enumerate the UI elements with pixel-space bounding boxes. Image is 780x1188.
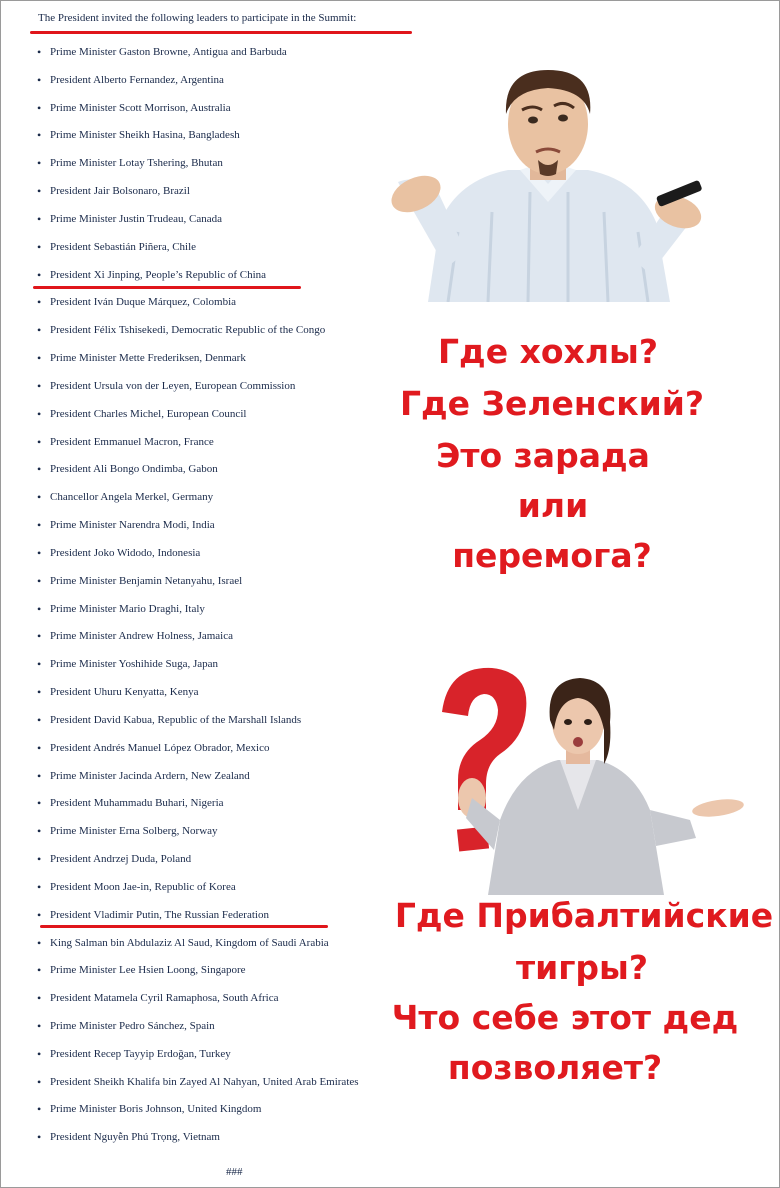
list-item: • President Nguyễn Phú Trọng, Vietnam (34, 1127, 359, 1155)
woman-question-mark-photo (428, 660, 750, 895)
list-item: • Prime Minister Narendra Modi, India (34, 515, 359, 543)
leaders-list (34, 42, 359, 1155)
list-item: • Prime Minister Justin Trudeau, Canada (34, 209, 359, 237)
caption-top-line-4: или (517, 486, 589, 525)
caption-top-line-2: Где Зеленский? (399, 384, 705, 423)
list-item: • Prime Minister Boris Johnson, United Kingdom (34, 1099, 359, 1127)
list-item: • President Sebastián Piñera, Chile (34, 237, 359, 265)
list-item: • Prime Minister Benjamin Netanyahu, Israel (34, 571, 359, 599)
list-item: • Chancellor Angela Merkel, Germany (34, 487, 359, 515)
list-item: • President Ursula von der Leyen, European Commission (34, 376, 359, 404)
list-item: • President David Kabua, Republic of the Marshall Islands (34, 710, 359, 738)
underline-intro (30, 31, 412, 34)
woman-question-mark-illustration (428, 660, 750, 895)
intro-text: The President invited the following leaders to participate in the Summit: (38, 12, 357, 24)
underline-china (33, 286, 301, 289)
list-item: • President Moon Jae-in, Republic of Korea (34, 877, 359, 905)
list-item: • President Joko Widodo, Indonesia (34, 543, 359, 571)
list-item: • President Andrés Manuel López Obrador, Mexico (34, 738, 359, 766)
footer-hashes: ### (226, 1166, 243, 1178)
list-item: • President Jair Bolsonaro, Brazil (34, 181, 359, 209)
list-item: • President Xi Jinping, People’s Republic of China (34, 265, 359, 293)
caption-bottom-line-1: Где Прибалтийские (394, 896, 774, 935)
list-item: • President Vladimir Putin, The Russian Federation (34, 905, 359, 933)
list-item: • President Emmanuel Macron, France (34, 432, 359, 460)
list-item: • President Muhammadu Buhari, Nigeria (34, 793, 359, 821)
list-item: • President Matamela Cyril Ramaphosa, South Africa (34, 988, 359, 1016)
list-item: • President Alberto Fernandez, Argentina (34, 70, 359, 98)
list-item: • King Salman bin Abdulaziz Al Saud, Kingdom of Saudi Arabia (34, 933, 359, 961)
caption-bottom-line-2: тигры? (515, 948, 649, 987)
caption-bottom-line-4: позволяет? (447, 1048, 663, 1087)
list-item: • President Ali Bongo Ondimba, Gabon (34, 459, 359, 487)
list-item: • Prime Minister Scott Morrison, Australia (34, 98, 359, 126)
underline-russia (40, 925, 328, 928)
caption-top-line-5: перемога? (452, 536, 652, 575)
list-item: • President Recep Tayyip Erdoğan, Turkey (34, 1044, 359, 1072)
list-item: • Prime Minister Jacinda Ardern, New Zealand (34, 766, 359, 794)
list-item: • President Iván Duque Márquez, Colombia (34, 292, 359, 320)
list-item: • Prime Minister Mario Draghi, Italy (34, 599, 359, 627)
list-item: • President Sheikh Khalifa bin Zayed Al Nahyan, United Arab Emirates (34, 1072, 359, 1100)
confused-man-photo (388, 62, 708, 302)
list-item: • Prime Minister Yoshihide Suga, Japan (34, 654, 359, 682)
list-item: • Prime Minister Sheikh Hasina, Bangladesh (34, 125, 359, 153)
list-item: • Prime Minister Erna Solberg, Norway (34, 821, 359, 849)
caption-bottom-line-3: Что себе этот дед (391, 998, 739, 1037)
list-item: • President Andrzej Duda, Poland (34, 849, 359, 877)
list-item: • President Charles Michel, European Council (34, 404, 359, 432)
list-item: • Prime Minister Gaston Browne, Antigua and Barbuda (34, 42, 359, 70)
list-item: • Prime Minister Mette Frederiksen, Denmark (34, 348, 359, 376)
list-item: • Prime Minister Andrew Holness, Jamaica (34, 626, 359, 654)
caption-top-line-1: Где хохлы? (438, 332, 658, 371)
list-item: • President Félix Tshisekedi, Democratic Republic of the Congo (34, 320, 359, 348)
list-item: • Prime Minister Lotay Tshering, Bhutan (34, 153, 359, 181)
confused-man-illustration (388, 62, 708, 302)
list-item: • Prime Minister Pedro Sánchez, Spain (34, 1016, 359, 1044)
list-item: • President Uhuru Kenyatta, Kenya (34, 682, 359, 710)
caption-top-line-3: Это зарада (436, 436, 650, 475)
list-item: • Prime Minister Lee Hsien Loong, Singapore (34, 960, 359, 988)
